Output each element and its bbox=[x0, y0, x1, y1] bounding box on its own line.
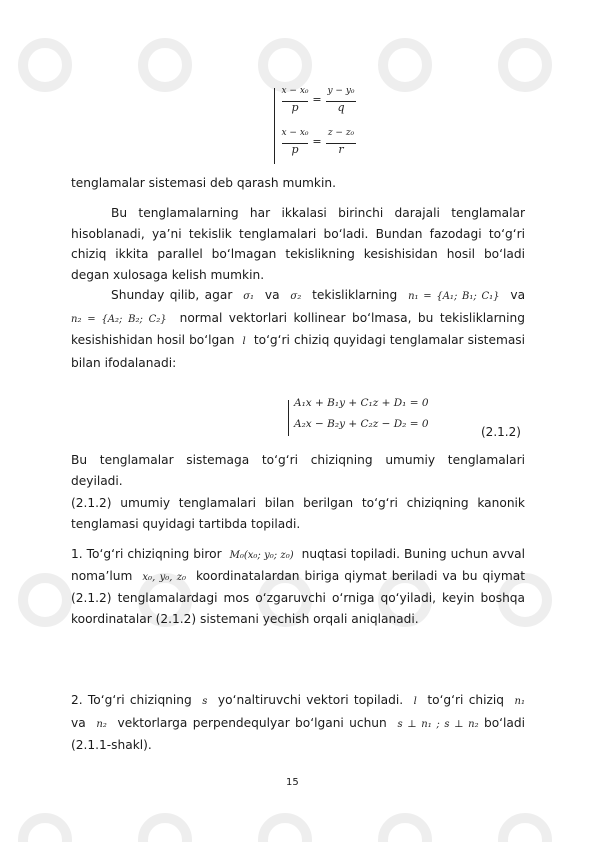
normal-vector-n2: n₂ = {A₂; B₂; C₂} bbox=[71, 313, 167, 325]
system-1-brace bbox=[274, 88, 275, 164]
vector-n2: n₂ bbox=[96, 718, 107, 730]
direction-vector-s: s bbox=[202, 696, 208, 707]
equals-2: = bbox=[312, 135, 322, 148]
page-number: 15 bbox=[286, 777, 299, 788]
paragraph-3: Shunday qilib, agar σ₁ va σ₂ tekisliklarning n₁ = {A₁; B₁; C₁} va n₂ = {A₂; B₂; C₂} normal vektorlari kollinear bo‘lmasa, bu tekisliklarning kesishishidan hosil bo‘lgan l to‘g‘ri chiziq quyidagi tenglamalar sistemasi bilan ifodalanadi: bbox=[71, 288, 526, 370]
vector-n1: n₁ bbox=[514, 696, 525, 707]
paragraph-2: Bu tenglamalarning har ikkalasi birinchi darajali tenglamalar hisoblanadi, ya’ni tekislik tenglamalari bo‘ladi. Bundan fazodagi to‘g‘ri chiziq ikkita parallel bo‘lmagan tekislikning kesishisidan hosil bo‘ladi degan xulosaga kelish mumkin. bbox=[71, 206, 525, 282]
sigma-2: σ₂ bbox=[290, 291, 302, 302]
paragraph-7: 2. To‘g‘ri chiziqning s yo‘naltiruvchi vektori topiladi. l to‘g‘ri chiziq n₁ va n₂ vektorlarga perpendequlyar bo‘lgani uchun s ⊥ n₁ ; s ⊥ n₂ bo‘ladi (2.1.1-shakl). bbox=[71, 693, 526, 752]
fraction-1-left: x − x₀ p bbox=[281, 86, 309, 114]
perpendicular-relation: s ⊥ n₁ ; s ⊥ n₂ bbox=[397, 718, 479, 730]
fraction-2-left: x − x₀ p bbox=[281, 128, 309, 156]
paragraph-6: 1. To‘g‘ri chiziqning biror M₀(x₀; y₀; z₀) nuqtasi topiladi. Buning uchun avval noma’lum x₀, y₀, z₀ koordinatalardan biriga qiymat beriladi va bu qiymat (2.1.2) tenglamalardagi mos o‘zgaruvchi o‘rniga qo‘yiladi, keyin boshqa koordinatalar (2.1.2) sistemani yechish orqali aniqlanadi. bbox=[71, 547, 526, 626]
system-2-brace bbox=[288, 400, 289, 436]
equation-system-2: A₁x + B₁y + C₁z + D₁ = 0 A₂x − B₂y + C₂z − D₂ = 0 bbox=[286, 397, 446, 439]
sigma-1: σ₁ bbox=[243, 291, 255, 302]
equals-1: = bbox=[312, 93, 322, 106]
paragraph-5: (2.1.2) umumiy tenglamalari bilan berilgan to‘g‘ri chiziqning kanonik tenglamasi quyidagi tartibda topiladi. bbox=[71, 496, 525, 531]
equation-number: (2.1.2) bbox=[481, 425, 521, 439]
normal-vector-n1: n₁ = {A₁; B₁; C₁} bbox=[408, 291, 500, 302]
coordinates-xyz: x₀, y₀, z₀ bbox=[142, 572, 187, 583]
paragraph-4: Bu tenglamalar sistemaga to‘g‘ri chiziqning umumiy tenglamalari deyiladi. bbox=[71, 453, 525, 488]
line-l: l bbox=[242, 336, 246, 347]
fraction-2-right: z − z₀ r bbox=[327, 128, 355, 156]
equation-system-1 bbox=[270, 86, 370, 166]
paragraph-1: tenglamalar sistemasi deb qarash mumkin. bbox=[71, 176, 336, 190]
point-m0: M₀(x₀; y₀; z₀) bbox=[229, 550, 294, 561]
fraction-1-right: y − y₀ q bbox=[327, 86, 355, 114]
line-l-2: l bbox=[413, 696, 417, 707]
